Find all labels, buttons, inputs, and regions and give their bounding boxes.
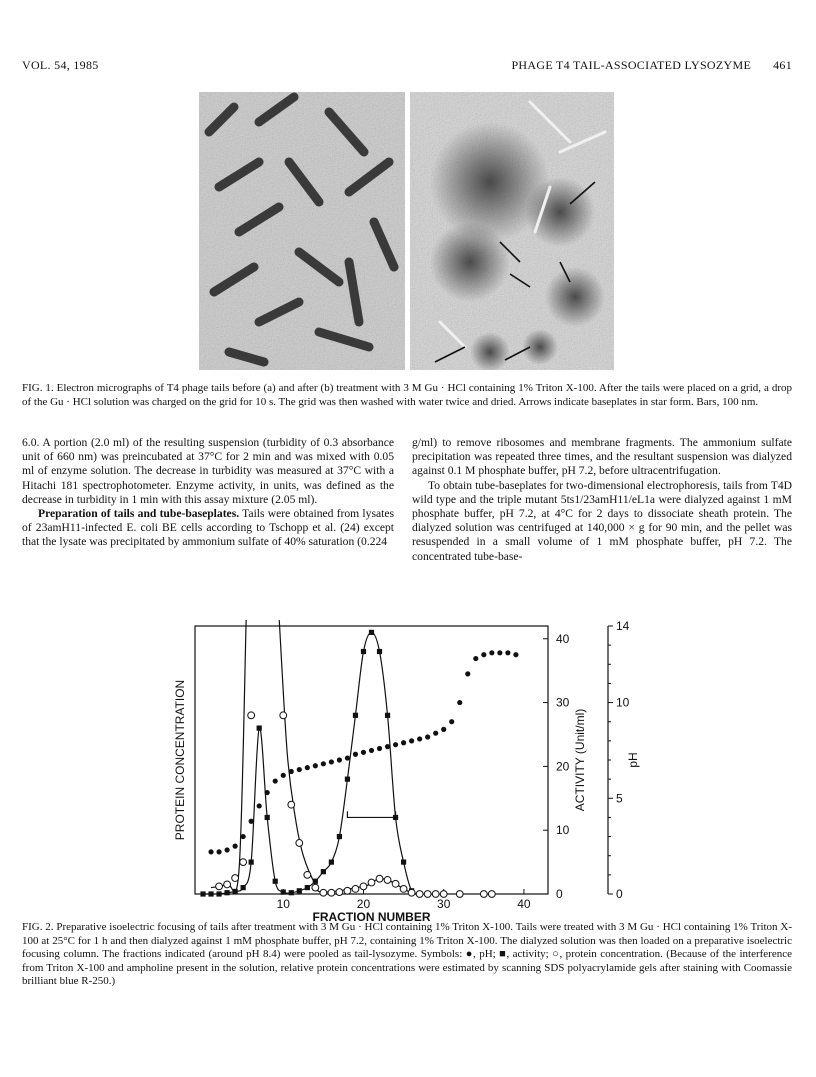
figure-2-chart	[150, 618, 670, 923]
activity-point	[249, 859, 254, 864]
protein-point	[456, 891, 463, 898]
method-paragraph-assay: 6.0. A portion (2.0 ml) of the resulting suspension (turbidity of 0.3 absorbance unit of 660 nm) was preincubated at 37°C for 2 min and was mixed with 0.05 ml of enzyme solution. The decrease in turbidity was measured at 37°C with a Hitachi 181 spectrophotometer. Enzyme activity, in units, was defined as the decrease in turbidity in 1 min with this assay mixture (2.05 ml).	[22, 436, 394, 506]
ph-point	[441, 727, 446, 732]
ph-point	[497, 650, 502, 655]
activity-point	[224, 890, 229, 895]
ph-point	[465, 671, 470, 676]
ph-point	[241, 834, 246, 839]
chart-marks	[200, 630, 518, 898]
ph-point	[505, 650, 510, 655]
protein-point	[376, 875, 383, 882]
protein-point	[336, 889, 343, 896]
x-tick-label: 40	[517, 897, 531, 911]
ph-point	[409, 738, 414, 743]
x-tick-label: 20	[356, 897, 371, 911]
running-title: PHAGE T4 TAIL-ASSOCIATED LYSOZYME	[511, 58, 752, 72]
ph-tick-label: 5	[616, 791, 623, 806]
protein-point	[304, 871, 311, 878]
isoelectric-focusing-plot	[150, 618, 670, 923]
protein-point	[368, 879, 375, 886]
activity-point	[305, 885, 310, 890]
activity-point	[241, 885, 246, 890]
activity-point	[297, 888, 302, 893]
activity-point	[265, 815, 270, 820]
ph-point	[425, 734, 430, 739]
protein-point	[480, 891, 487, 898]
protein-axis-label: PROTEIN CONCENTRATION	[173, 679, 187, 841]
protein-point	[488, 891, 495, 898]
protein-point	[424, 891, 431, 898]
ph-point	[393, 742, 398, 747]
ph-point	[208, 849, 213, 854]
protein-point	[280, 712, 287, 719]
ph-point	[353, 752, 358, 757]
activity-tick-label: 30	[556, 695, 570, 710]
protein-point	[416, 891, 423, 898]
ph-point	[265, 790, 270, 795]
protein-point	[384, 877, 391, 884]
running-title-block	[511, 58, 792, 73]
protein-point	[224, 881, 231, 888]
ph-point	[257, 803, 262, 808]
ph-point	[313, 763, 318, 768]
activity-point	[337, 834, 342, 839]
ph-tick-label: 10	[616, 695, 630, 710]
ph-tick-label: 0	[616, 887, 623, 901]
method-paragraph-tails	[22, 507, 394, 550]
figure-1-caption: FIG. 1. Electron micrographs of T4 phage tails before (a) and after (b) treatment with 3 M Gu · HCl containing 1% Triton X-100. After the tails were placed on a grid, a drop of the Gu · HCl solution was charged on the grid for 10 s. The grid was then washed with water twice and dried. Arrows indicate baseplates in star form. Bars, 100 nm.	[22, 382, 792, 408]
activity-point	[377, 649, 382, 654]
activity-point	[369, 630, 374, 635]
x-axis-label: FRACTION NUMBER	[312, 910, 431, 923]
ph-point	[321, 761, 326, 766]
activity-point	[401, 859, 406, 864]
activity-point	[257, 725, 262, 730]
activity-point	[273, 879, 278, 884]
protein-point	[248, 712, 255, 719]
protein-point	[296, 840, 303, 847]
ph-point	[369, 748, 374, 753]
protein-point	[240, 859, 247, 866]
protein-point	[328, 889, 335, 896]
ph-axis-label: pH	[626, 752, 640, 768]
ph-point	[473, 656, 478, 661]
protein-point	[408, 889, 415, 896]
method-text-tails: Tails were obtained from lysates of 23amH11-infected E. coli BE cells according to Tschopp et al. (24) except that the lysate was precipitated by ammonium sulfate of 40% saturation (0.224	[22, 507, 394, 549]
ph-tick-label: 14	[616, 619, 630, 633]
ph-point	[449, 719, 454, 724]
protein-point	[320, 889, 327, 896]
protein-point	[232, 875, 239, 882]
activity-tick-label: 10	[556, 823, 570, 838]
activity-point	[321, 869, 326, 874]
ph-point	[337, 757, 342, 762]
micrograph-panel-a	[199, 92, 405, 370]
pooled-fractions-bracket	[347, 811, 395, 817]
micrograph-panel-b	[410, 92, 614, 370]
ph-point	[433, 731, 438, 736]
page-number: 461	[773, 58, 792, 72]
journal-volume: VOL. 54, 1985	[22, 58, 99, 72]
figure-2-caption: FIG. 2. Preparative isoelectric focusing of tails after treatment with 3 M Gu · HCl containing 1% Triton X-100. Tails were treated with 3 M Gu · HCl containing 1% Triton X-100 at 25°C for 1 h and then dialyzed against 1 mM phosphate buffer, pH 7.2, containing 1% Triton X-100. The dialyzed solution was then loaded on a preparative isoelectric focusing column. The fractions indicated (around pH 8.4) were pooled as tail-lysozyme. Symbols: ●, pH; ■, activity; ○, protein concentration. (Because of the interference from Triton X-100 and ampholine present in the solution, relative protein concentrations were estimated by scanning SDS polyacrylamide gels after staining with Coomassie brilliant blue R-250.)	[22, 921, 792, 988]
activity-point	[208, 891, 213, 896]
ph-point	[345, 755, 350, 760]
activity-point	[200, 891, 205, 896]
plot-frame	[195, 626, 548, 894]
ph-point	[249, 819, 254, 824]
ph-point	[417, 736, 422, 741]
method-paragraph-tube-baseplates: To obtain tube-baseplates for two-dimensional electrophoresis, tails from T4D wild type and the triple mutant 5ts1/23amH11/eL1a were dialyzed against 1 mM phosphate buffer, pH 7.2, at 4°C for 2 days to dissociate sheath protein. The dialyzed solution was centrifuged at 140,000 × g for 90 min, and the pellet was resuspended in a small volume of 1 mM phosphate buffer, pH 7.2. The concentrated tube-base-	[412, 478, 792, 563]
section-heading-tails: Preparation of tails and tube-baseplates.	[38, 507, 240, 521]
activity-tick-label: 40	[556, 631, 570, 646]
protein-point	[400, 885, 407, 892]
ph-point	[489, 650, 494, 655]
ph-point	[297, 767, 302, 772]
activity-point	[289, 890, 294, 895]
ph-point	[305, 765, 310, 770]
activity-point	[345, 777, 350, 782]
activity-curve	[203, 632, 420, 894]
x-tick-label: 10	[276, 897, 290, 911]
activity-tick-label: 20	[556, 759, 570, 774]
running-header	[22, 58, 792, 76]
activity-point	[361, 649, 366, 654]
protein-point	[360, 883, 367, 890]
protein-point	[216, 883, 223, 890]
ph-point	[481, 652, 486, 657]
micrograph-a-image	[199, 92, 405, 370]
ph-point	[233, 844, 238, 849]
ph-point	[216, 849, 221, 854]
x-tick-label: 30	[437, 897, 451, 911]
protein-point	[288, 801, 295, 808]
activity-tick-label: 0	[556, 887, 563, 901]
ph-point	[224, 847, 229, 852]
ph-point	[513, 652, 518, 657]
method-paragraph-ammonium: g/ml) to remove ribosomes and membrane fragments. The ammonium sulfate precipitation was repeated three times, and the resultant suspension was dialyzed against 0.1 M phosphate buffer, pH 7.2, before ultracentrifugation.	[412, 436, 792, 478]
activity-point	[385, 713, 390, 718]
ph-point	[401, 740, 406, 745]
activity-point	[281, 889, 286, 894]
activity-point	[353, 713, 358, 718]
ph-point	[361, 750, 366, 755]
ph-point	[281, 773, 286, 778]
protein-point	[344, 887, 351, 894]
ph-point	[457, 700, 462, 705]
ph-point	[377, 746, 382, 751]
activity-point	[233, 889, 238, 894]
activity-point	[216, 891, 221, 896]
ph-point	[329, 759, 334, 764]
ph-point	[289, 769, 294, 774]
ph-point	[385, 744, 390, 749]
left-column	[22, 436, 394, 550]
activity-point	[393, 815, 398, 820]
chart-axes	[195, 626, 613, 894]
micrograph-b-image	[410, 92, 614, 370]
right-column	[412, 436, 792, 564]
activity-point	[313, 879, 318, 884]
protein-point	[352, 885, 359, 892]
protein-point	[392, 880, 399, 887]
chart-curves	[203, 620, 420, 894]
activity-point	[329, 859, 334, 864]
ph-point	[273, 778, 278, 783]
activity-axis-label: ACTIVITY (Unit/ml)	[573, 708, 587, 812]
protein-point	[312, 884, 319, 891]
